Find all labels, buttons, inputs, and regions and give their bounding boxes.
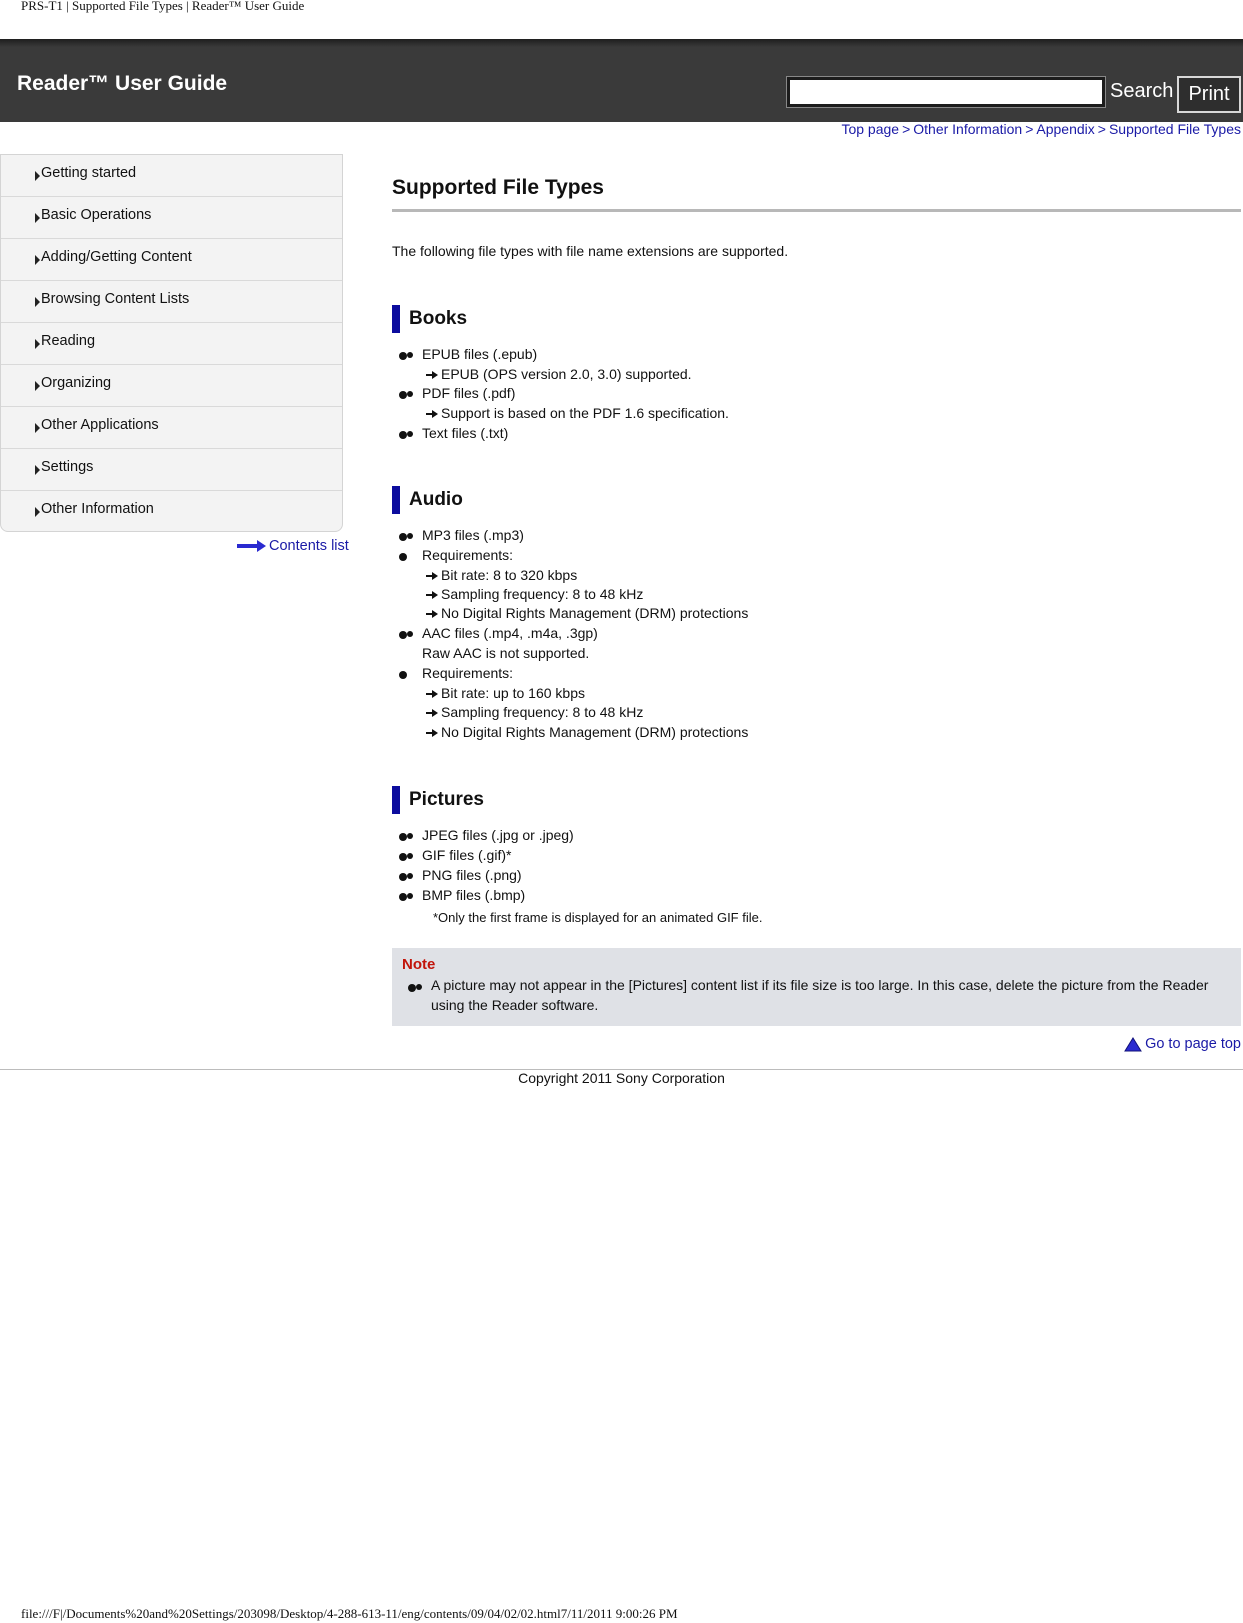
print-header: PRS-T1 | Supported File Types | Reader™ User Guide bbox=[21, 0, 305, 13]
list-item: EPUB files (.epub) bbox=[422, 346, 538, 362]
sidebar-item-getting-started[interactable] bbox=[1, 155, 342, 197]
search-input[interactable] bbox=[787, 77, 1105, 107]
sub-list-item: Bit rate: 8 to 320 kbps bbox=[441, 567, 578, 583]
note-box bbox=[392, 948, 1241, 1026]
note-text: A picture may not appear in the [Pictures] content list if its file size is too large. In this case, delete the picture from the Reader using the Reader software. bbox=[431, 977, 1209, 1013]
list-item: GIF files (.gif)* bbox=[422, 847, 512, 863]
sub-list-item: Sampling frequency: 8 to 48 kHz bbox=[441, 704, 644, 720]
breadcrumb-current[interactable]: Supported File Types bbox=[1108, 121, 1241, 137]
double-bullet-icon bbox=[398, 429, 414, 441]
arrow-bullet-icon bbox=[425, 590, 439, 600]
sidebar-item-browsing-content[interactable] bbox=[1, 281, 342, 323]
sidebar-item-label: Getting started bbox=[41, 165, 137, 181]
list-item: Requirements: bbox=[422, 547, 514, 563]
double-bullet-icon bbox=[398, 851, 414, 863]
triangle-right-icon bbox=[35, 255, 40, 265]
sidebar-item-label: Other Applications bbox=[41, 417, 159, 433]
triangle-right-icon bbox=[35, 381, 40, 391]
sidebar bbox=[0, 154, 343, 532]
sidebar-item-label: Basic Operations bbox=[41, 207, 152, 223]
breadcrumb-other-information[interactable]: Other Information bbox=[913, 121, 1023, 137]
double-bullet-icon bbox=[398, 629, 414, 641]
sub-list-item: Bit rate: up to 160 kbps bbox=[441, 685, 585, 701]
note-title: Note bbox=[402, 956, 436, 973]
arrow-bullet-icon bbox=[425, 571, 439, 581]
list-item: PDF files (.pdf) bbox=[422, 385, 516, 401]
arrow-bullet-icon bbox=[425, 370, 439, 380]
sub-list-item: EPUB (OPS version 2.0, 3.0) supported. bbox=[441, 366, 692, 382]
sidebar-item-basic-operations[interactable] bbox=[1, 197, 342, 239]
print-footer: file:///F|/Documents%20and%20Settings/203098/Desktop/4-288-613-11/eng/contents/09/04/02/02.html7/11/2011 9:00:26 PM bbox=[21, 1606, 678, 1621]
go-to-page-top-link[interactable] bbox=[1124, 1036, 1241, 1052]
section-heading-audio: Audio bbox=[392, 486, 463, 514]
list-item: Text files (.txt) bbox=[422, 425, 509, 441]
title-divider bbox=[392, 209, 1241, 212]
triangle-right-icon bbox=[35, 297, 40, 307]
triangle-up-icon bbox=[1124, 1037, 1142, 1052]
triangle-right-icon bbox=[35, 507, 40, 517]
bullet-icon bbox=[398, 551, 414, 563]
contents-list-label: Contents list bbox=[269, 538, 349, 554]
page-title: Supported File Types bbox=[392, 176, 604, 199]
sidebar-item-other-applications[interactable] bbox=[1, 407, 342, 449]
section-heading-books: Books bbox=[392, 305, 467, 333]
triangle-right-icon bbox=[35, 171, 40, 181]
sub-list-item: Support is based on the PDF 1.6 specification. bbox=[441, 405, 729, 421]
sidebar-item-label: Reading bbox=[41, 333, 96, 349]
breadcrumb bbox=[841, 121, 1241, 137]
list-item: Requirements: bbox=[422, 665, 514, 681]
arrow-bullet-icon bbox=[425, 708, 439, 718]
breadcrumb-separator: > bbox=[902, 121, 911, 137]
list-item: MP3 files (.mp3) bbox=[422, 527, 524, 543]
sidebar-item-reading[interactable] bbox=[1, 323, 342, 365]
arrow-bullet-icon bbox=[425, 609, 439, 619]
section-heading-pictures: Pictures bbox=[392, 786, 484, 814]
list-item: JPEG files (.jpg or .jpeg) bbox=[422, 827, 574, 843]
double-bullet-icon bbox=[398, 389, 414, 401]
arrow-right-icon bbox=[237, 540, 266, 552]
search-button[interactable]: Search bbox=[1106, 75, 1177, 107]
breadcrumb-separator: > bbox=[1097, 121, 1106, 137]
breadcrumb-separator: > bbox=[1025, 121, 1034, 137]
print-button[interactable]: Print bbox=[1177, 76, 1241, 113]
sidebar-item-settings[interactable] bbox=[1, 449, 342, 491]
intro-text: The following file types with file name extensions are supported. bbox=[392, 243, 789, 259]
double-bullet-icon bbox=[407, 982, 423, 994]
list-item-note: Raw AAC is not supported. bbox=[422, 645, 590, 661]
sidebar-item-label: Adding/Getting Content bbox=[41, 249, 192, 265]
double-bullet-icon bbox=[398, 350, 414, 362]
app-title: Reader™ User Guide bbox=[17, 72, 228, 95]
arrow-bullet-icon bbox=[425, 728, 439, 738]
sidebar-item-organizing[interactable] bbox=[1, 365, 342, 407]
sidebar-item-label: Browsing Content Lists bbox=[41, 291, 190, 307]
copyright: Copyright 2011 Sony Corporation bbox=[518, 1070, 725, 1086]
sidebar-item-adding-content[interactable] bbox=[1, 239, 342, 281]
sidebar-item-label: Organizing bbox=[41, 375, 112, 391]
sidebar-item-other-information[interactable] bbox=[1, 491, 342, 532]
double-bullet-icon bbox=[398, 871, 414, 883]
go-to-page-top-label: Go to page top bbox=[1145, 1036, 1241, 1052]
breadcrumb-appendix[interactable]: Appendix bbox=[1036, 121, 1095, 137]
double-bullet-icon bbox=[398, 891, 414, 903]
triangle-right-icon bbox=[35, 213, 40, 223]
arrow-bullet-icon bbox=[425, 409, 439, 419]
sidebar-item-label: Other Information bbox=[41, 501, 154, 517]
footnote: *Only the first frame is displayed for an animated GIF file. bbox=[433, 910, 763, 925]
breadcrumb-top-page[interactable]: Top page bbox=[841, 121, 900, 137]
double-bullet-icon bbox=[398, 531, 414, 543]
list-item: AAC files (.mp4, .m4a, .3gp) bbox=[422, 625, 598, 641]
triangle-right-icon bbox=[35, 465, 40, 475]
bullet-icon bbox=[398, 669, 414, 681]
triangle-right-icon bbox=[35, 339, 40, 349]
sub-list-item: Sampling frequency: 8 to 48 kHz bbox=[441, 586, 644, 602]
sub-list-item: No Digital Rights Management (DRM) protections bbox=[441, 605, 749, 621]
list-item: PNG files (.png) bbox=[422, 867, 522, 883]
arrow-bullet-icon bbox=[425, 689, 439, 699]
sidebar-item-label: Settings bbox=[41, 459, 94, 475]
double-bullet-icon bbox=[398, 831, 414, 843]
sub-list-item: No Digital Rights Management (DRM) protections bbox=[441, 724, 749, 740]
list-item: BMP files (.bmp) bbox=[422, 887, 526, 903]
header-bar bbox=[0, 39, 1243, 122]
triangle-right-icon bbox=[35, 423, 40, 433]
contents-list-link[interactable] bbox=[237, 538, 349, 554]
